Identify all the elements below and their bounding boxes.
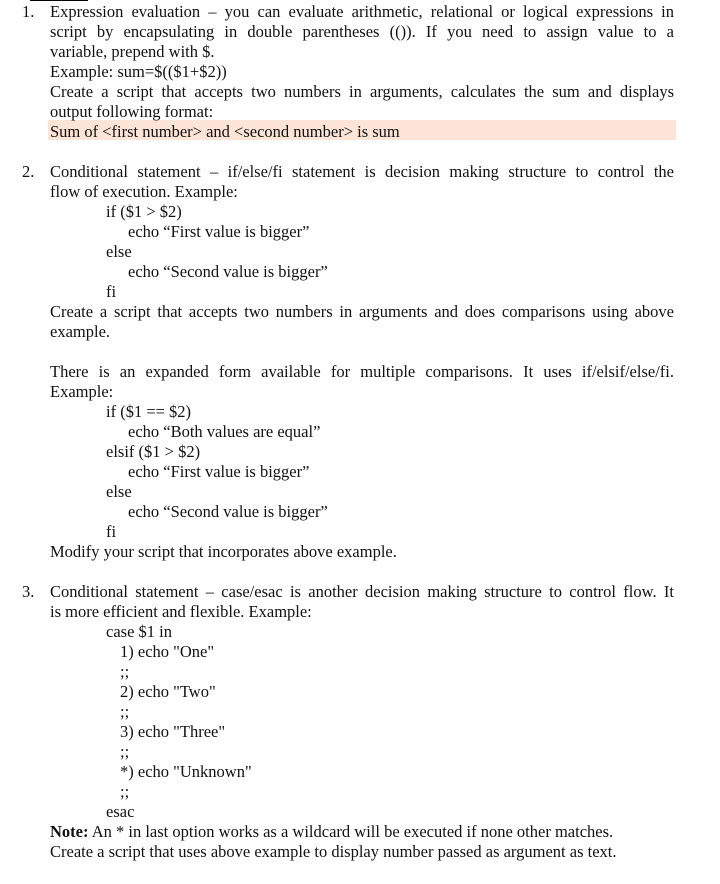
section-2-expanded: Example: [50,382,114,401]
code-line: 2) echo "Two" [120,682,216,701]
section-1-line: script by encapsulating in double parentheses (()). If you need to assign value to a [50,22,674,41]
code-line: else [106,242,132,261]
section-2-task: Create a script that accepts two numbers in arguments and does comparisons using above [50,302,674,321]
section-1-line: variable, prepend with $. [50,42,215,61]
code-line: case $1 in [106,622,172,641]
top-rule [30,0,88,1]
section-1-example: Example: sum=$(($1+$2)) [50,62,227,81]
code-line: ;; [120,702,130,721]
code-line: else [106,482,132,501]
code-line: elsif ($1 > $2) [106,442,201,461]
section-1-number: 1. [22,2,35,21]
section-1-line: output following format: [50,102,214,121]
code-line: fi [106,522,117,541]
section-1-line: Expression evaluation – you can evaluate arithmetic, relational or logical expressions in [50,2,674,21]
code-line: ;; [120,662,130,681]
code-line: ;; [120,742,130,761]
section-1-output-format: Sum of <first number> and <second number> is sum [50,122,400,141]
section-2-number: 2. [22,162,35,181]
section-2-task: example. [50,322,111,341]
code-line: 1) echo "One" [120,642,215,661]
section-3-task: Create a script that uses above example to display number passed as argument as text. [50,842,617,861]
code-line: echo “Second value is bigger” [128,502,328,521]
code-line: echo “First value is bigger” [128,222,310,241]
code-line: if ($1 > $2) [106,202,182,221]
section-2-task: Modify your script that incorporates above example. [50,542,397,561]
code-line: echo “First value is bigger” [128,462,310,481]
code-line: if ($1 == $2) [106,402,192,421]
code-line: fi [106,282,117,301]
code-line: echo “Both values are equal” [128,422,321,441]
code-line: echo “Second value is bigger” [128,262,328,281]
section-3-intro: is more efficient and flexible. Example: [50,602,312,621]
code-line: *) echo "Unknown" [120,762,252,781]
section-3-intro: Conditional statement – case/esac is another decision making structure to control flow. It [50,582,674,601]
section-2-intro: Conditional statement – if/else/fi statement is decision making structure to control the [50,162,674,181]
code-line: esac [106,802,135,821]
code-line: 3) echo "Three" [120,722,226,741]
note-line [50,822,613,842]
code-line: ;; [120,782,130,801]
note-text: An * in last option works as a wildcard will be executed if none other matches. [88,822,614,841]
section-3-number: 3. [22,582,35,601]
section-2-expanded: There is an expanded form available for multiple comparisons. It uses if/elsif/else/fi. [50,362,674,381]
note-label: Note: [50,822,89,841]
section-2-intro: flow of execution. Example: [50,182,238,201]
section-1-line: Create a script that accepts two numbers in arguments, calculates the sum and displays [50,82,674,101]
